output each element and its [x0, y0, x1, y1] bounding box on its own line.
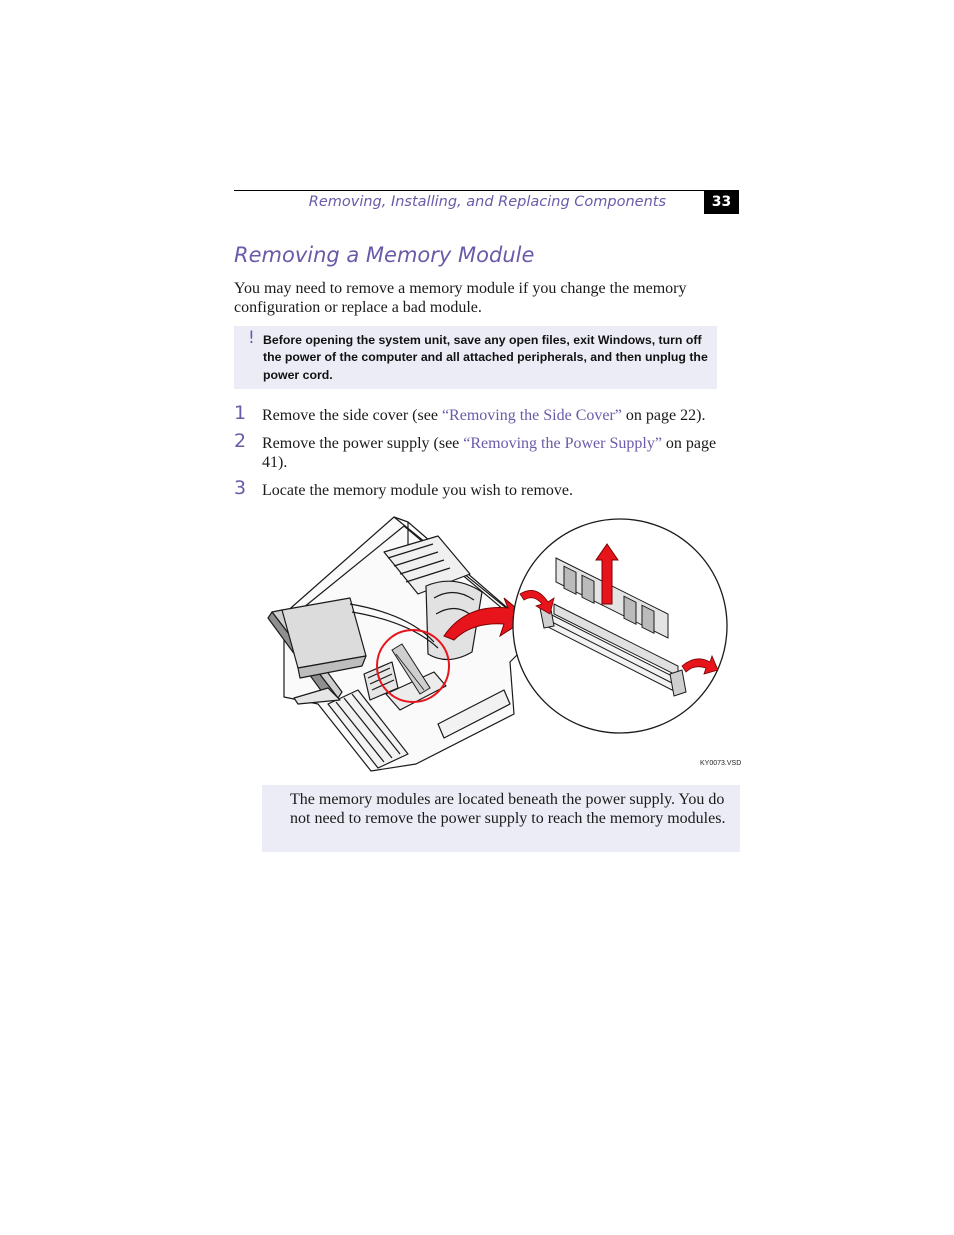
running-header: Removing, Installing, and Replacing Components — [308, 194, 666, 210]
section-heading: Removing a Memory Module — [234, 243, 535, 267]
step-number: 1 — [234, 402, 247, 424]
note-box — [262, 785, 740, 852]
warning-icon: ! — [248, 328, 255, 348]
intro-paragraph: You may need to remove a memory module if you change the memory configuration or replace a bad module. — [234, 280, 687, 316]
warning-text: Before opening the system unit, save any open files, exit Windows, turn off the power of the computer and all attached peripherals, and then unplug the power cord. — [263, 333, 708, 382]
header-rule — [234, 190, 739, 191]
page-number: 33 — [704, 191, 739, 214]
step-text: Remove the power supply (see “Removing the Power Supply” on page 41). — [262, 435, 717, 471]
step-text: Locate the memory module you wish to remove. — [262, 482, 574, 499]
magnified-view — [513, 519, 727, 733]
cross-reference-link[interactable]: “Removing the Side Cover” — [441, 407, 622, 424]
step-text: Remove the side cover (see “Removing the Side Cover” on page 22). — [262, 407, 706, 424]
step-number: 3 — [234, 477, 247, 499]
warning-box — [234, 326, 717, 389]
note-text: The memory modules are located beneath the power supply. You do not need to remove the power supply to reach the memory modules. — [290, 791, 726, 827]
figure-id: KY0073.VSD — [700, 760, 742, 767]
memory-module-illustration — [258, 514, 730, 772]
cross-reference-link[interactable]: “Removing the Power Supply” — [463, 435, 662, 452]
step-number: 2 — [234, 430, 247, 452]
